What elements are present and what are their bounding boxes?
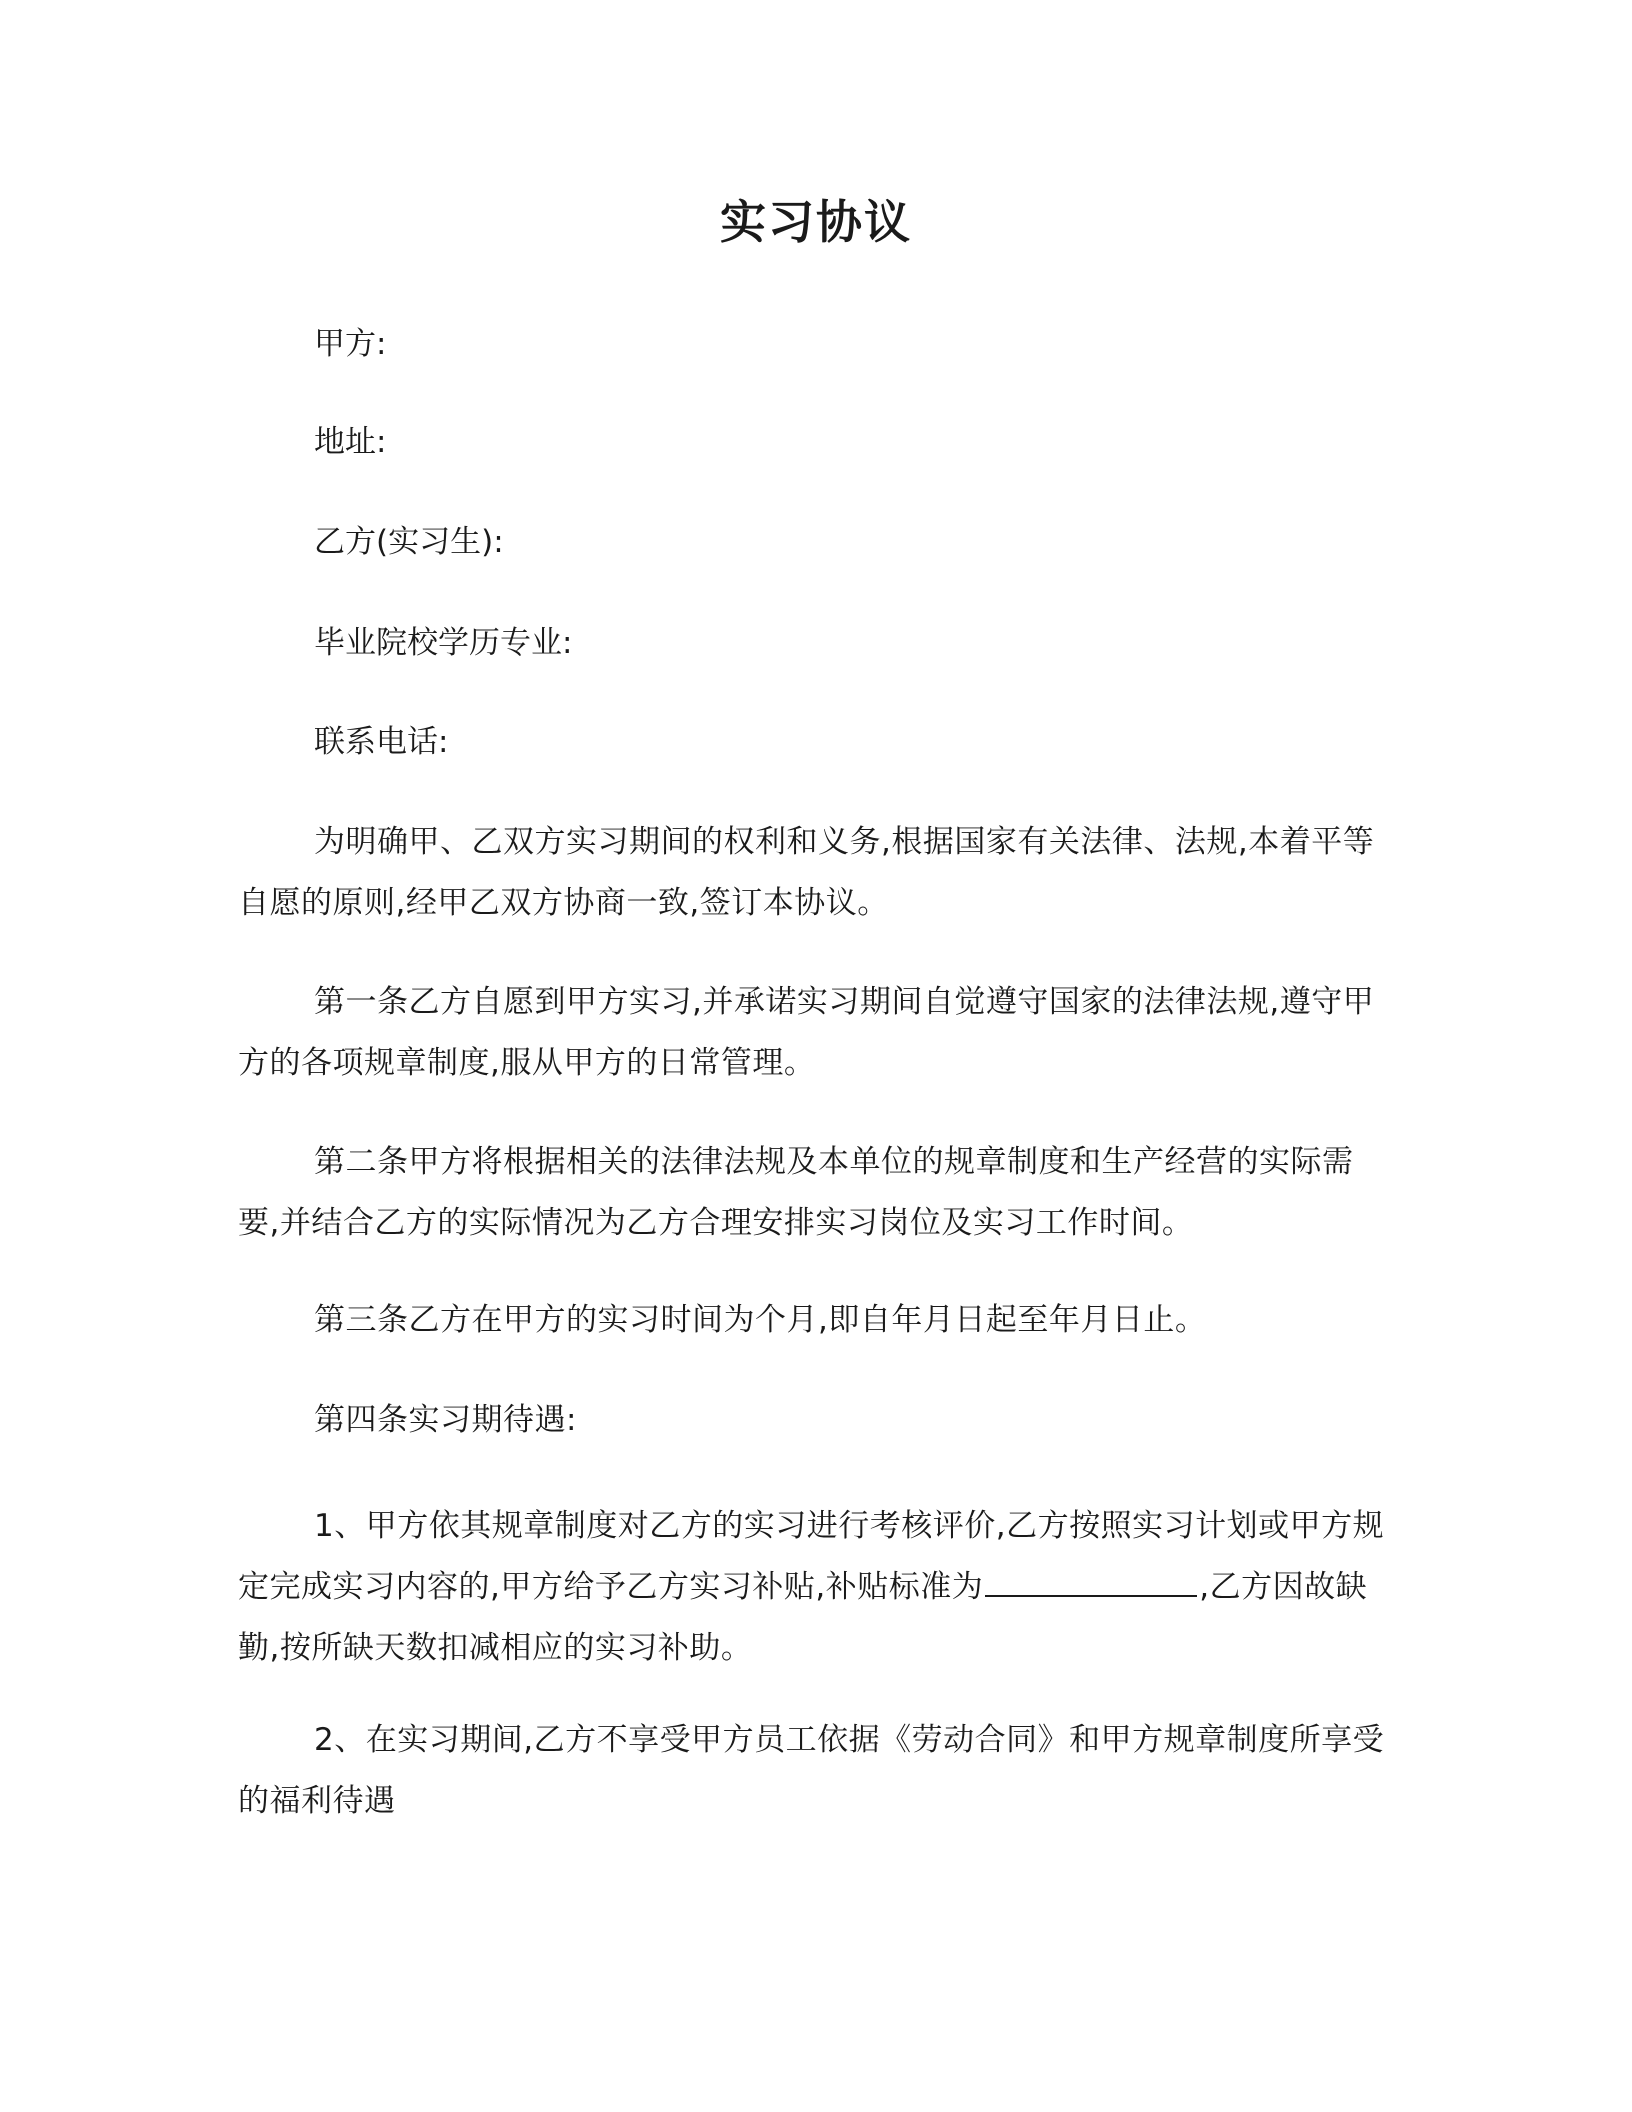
- document-title: 实习协议: [720, 195, 912, 249]
- subsidy-blank-line: [985, 1565, 1197, 1597]
- party-b-field: 乙方(实习生):: [314, 524, 504, 560]
- item-1-text-after: ,乙方因故缺勤,按所缺天数扣减相应的实习补助。: [238, 1569, 1368, 1666]
- article-3-paragraph: 第三条乙方在甲方的实习时间为个月,即自年月日起至年月日止。: [314, 1302, 1207, 1338]
- preamble-paragraph: 为明确甲、乙双方实习期间的权利和义务,根据国家有关法律、法规,本着平等自愿的原则,经甲乙双方协商一致,签订本协议。: [238, 824, 1375, 921]
- item-1-text-before: 1、甲方依其规章制度对乙方的实习进行考核评价,乙方按照实习计划或甲方规定完成实习内容的,甲方给予乙方实习补贴,补贴标准为: [238, 1508, 1385, 1605]
- article-4-paragraph: 第四条实习期待遇:: [314, 1402, 577, 1438]
- item-2-paragraph: 2、在实习期间,乙方不享受甲方员工依据《劳动合同》和甲方规章制度所享受的福利待遇: [238, 1722, 1385, 1819]
- item-1-paragraph: [238, 1496, 1388, 1679]
- phone-field: 联系电话:: [314, 724, 449, 760]
- school-field: 毕业院校学历专业:: [314, 625, 573, 661]
- article-1-paragraph: 第一条乙方自愿到甲方实习,并承诺实习期间自觉遵守国家的法律法规,遵守甲方的各项规章制度,服从甲方的日常管理。: [238, 984, 1375, 1081]
- party-a-field: 甲方:: [314, 326, 387, 362]
- article-2-paragraph: 第二条甲方将根据相关的法律法规及本单位的规章制度和生产经营的实际需要,并结合乙方的实际情况为乙方合理安排实习岗位及实习工作时间。: [238, 1144, 1354, 1241]
- address-field: 地址:: [314, 424, 387, 460]
